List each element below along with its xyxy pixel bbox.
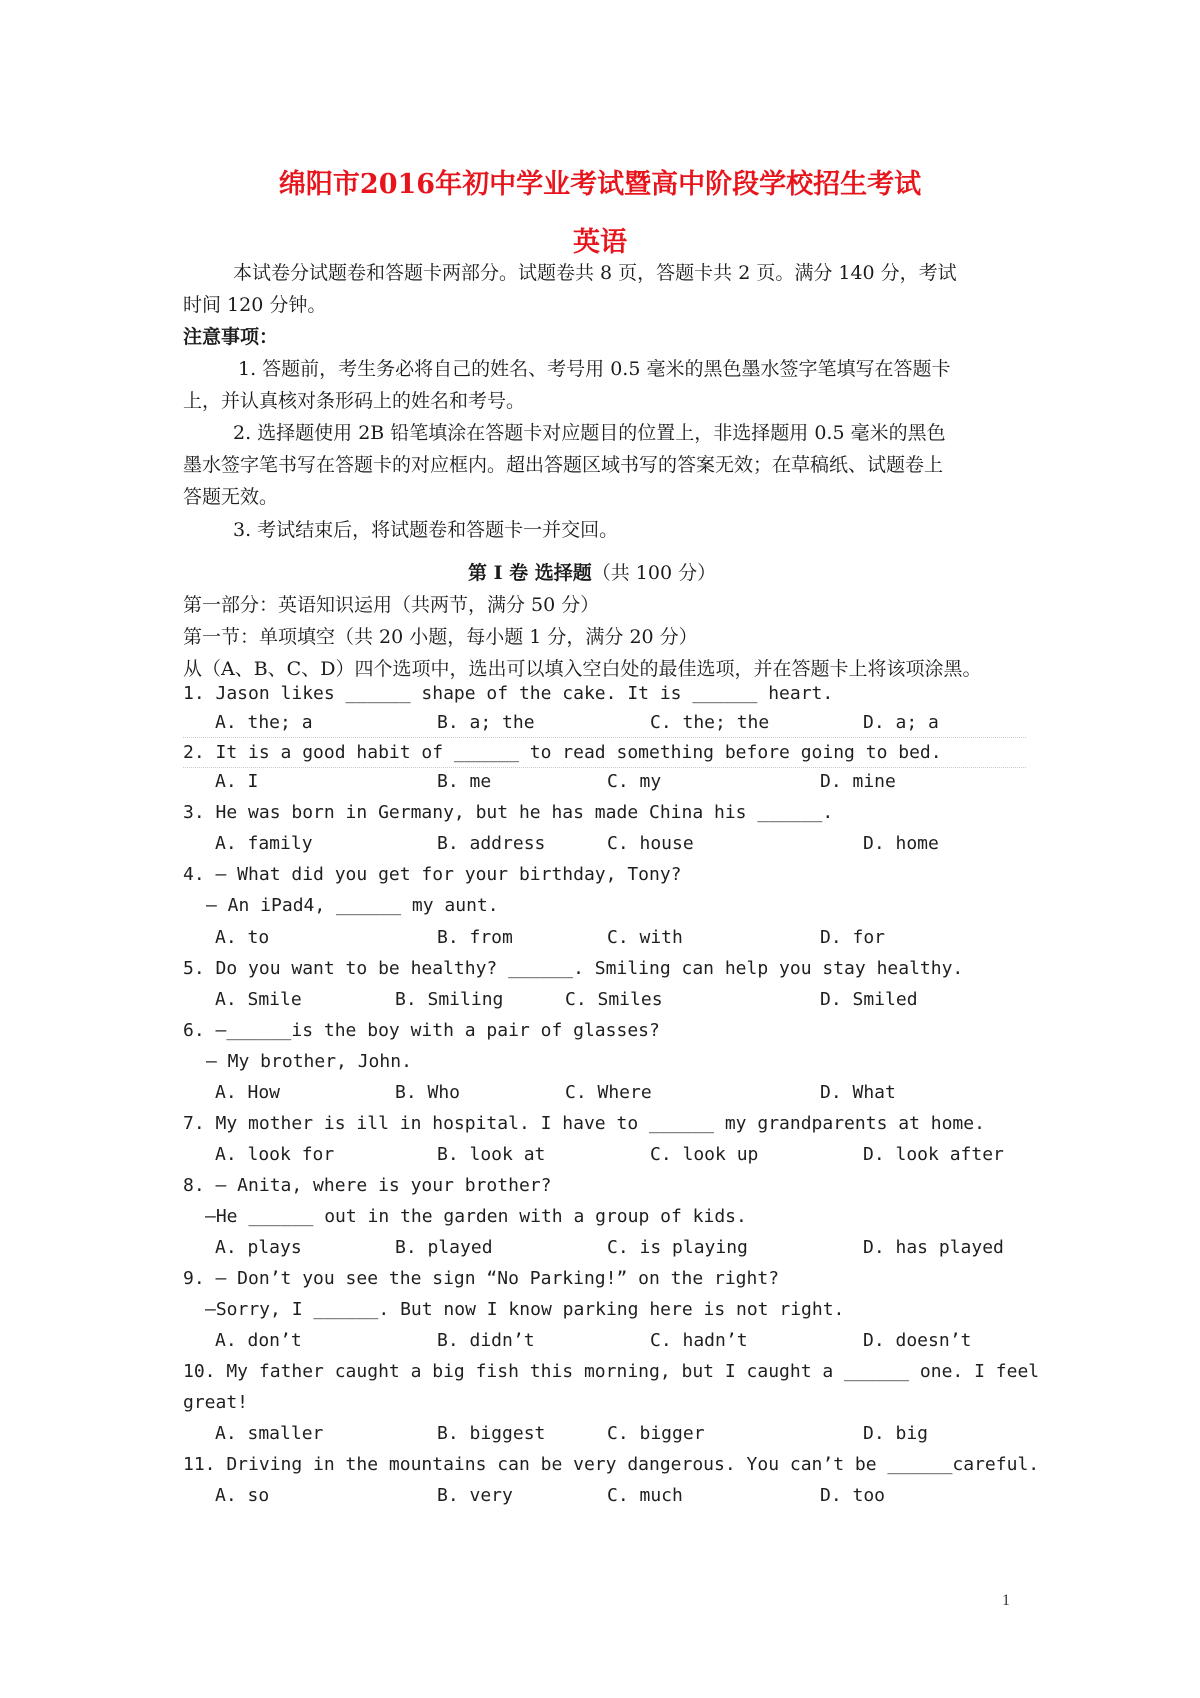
- notes-heading: 注意事项：: [183, 326, 279, 348]
- question-6-option-c: C. Where: [565, 1082, 652, 1103]
- note-2-line-3: 答题无效。: [183, 486, 279, 508]
- question-11-option-d: D. too: [820, 1485, 886, 1506]
- section-1-heading: 第一节：单项填空（共 20 小题，每小题 1 分，满分 20 分）: [183, 626, 698, 648]
- question-1-option-a: A. the; a: [215, 712, 313, 733]
- question-3-option-a: A. family: [215, 833, 313, 854]
- intro-line-2: 时间 120 分钟。: [183, 294, 327, 316]
- question-7-option-a: A. look for: [215, 1144, 335, 1165]
- question-3-option-b: B. address: [437, 833, 546, 854]
- dotted-divider: [183, 737, 1026, 738]
- question-5-option-c: C. Smiles: [565, 989, 663, 1010]
- page-number: 1: [1002, 1592, 1010, 1609]
- question-1-option-b: B. a; the: [437, 712, 535, 733]
- question-4-option-b: B. from: [437, 927, 513, 948]
- volume-heading-bold: 第 I 卷 选择题: [468, 562, 592, 584]
- question-3-option-d: D. home: [863, 833, 939, 854]
- question-6-option-a: A. How: [215, 1082, 281, 1103]
- question-11-option-b: B. very: [437, 1485, 513, 1506]
- question-9-option-c: C. hadn’t: [650, 1330, 748, 1351]
- question-2-stem: 2. It is a good habit of ______ to read something before going to bed.: [183, 742, 942, 763]
- question-1-option-d: D. a; a: [863, 712, 939, 733]
- note-2-line-2: 墨水签字笔书写在答题卡的对应框内。超出答题区域书写的答案无效；在草稿纸、试题卷上: [183, 454, 944, 476]
- question-4-option-c: C. with: [607, 927, 683, 948]
- question-4-stem: 4. — What did you get for your birthday, Tony?: [183, 864, 682, 885]
- question-6-reply: — My brother, John.: [206, 1051, 412, 1072]
- dotted-divider: [183, 767, 1026, 768]
- question-4-reply: — An iPad4, ______ my aunt.: [206, 895, 499, 916]
- question-5-option-b: B. Smiling: [395, 989, 504, 1010]
- volume-heading: [468, 558, 716, 585]
- question-7-stem: 7. My mother is ill in hospital. I have to ______ my grandparents at home.: [183, 1113, 985, 1134]
- question-10-stem-continued: great!: [183, 1392, 249, 1413]
- note-1-line-2: 上，并认真核对条形码上的姓名和考号。: [183, 390, 526, 412]
- question-4-option-d: D. for: [820, 927, 886, 948]
- question-9-stem: 9. — Don’t you see the sign “No Parking!” on the right?: [183, 1268, 780, 1289]
- question-10-option-b: B. biggest: [437, 1423, 546, 1444]
- question-10-stem: 10. My father caught a big fish this morning, but I caught a ______ one. I feel: [183, 1361, 1040, 1382]
- question-9-option-d: D. doesn’t: [863, 1330, 972, 1351]
- question-5-option-d: D. Smiled: [820, 989, 918, 1010]
- question-9-option-a: A. don’t: [215, 1330, 302, 1351]
- question-8-option-b: B. played: [395, 1237, 493, 1258]
- question-1-stem: 1. Jason likes ______ shape of the cake. It is ______ heart.: [183, 683, 834, 704]
- note-1-line-1: 1. 答题前，考生务必将自己的姓名、考号用 0.5 毫米的黑色墨水签字笔填写在答题卡: [238, 358, 951, 380]
- subject-title: 英语: [573, 227, 627, 258]
- question-3-option-c: C. house: [607, 833, 694, 854]
- question-4-option-a: A. to: [215, 927, 270, 948]
- part-1-heading: 第一部分：英语知识运用（共两节，满分 50 分）: [183, 594, 600, 616]
- question-6-option-b: B. Who: [395, 1082, 461, 1103]
- question-7-option-b: B. look at: [437, 1144, 546, 1165]
- question-8-stem: 8. — Anita, where is your brother?: [183, 1175, 552, 1196]
- question-2-option-b: B. me: [437, 771, 492, 792]
- question-5-stem: 5. Do you want to be healthy? ______. Smiling can help you stay healthy.: [183, 958, 964, 979]
- question-6-option-d: D. What: [820, 1082, 896, 1103]
- question-11-stem: 11. Driving in the mountains can be very dangerous. You can’t be ______careful.: [183, 1454, 1040, 1475]
- volume-heading-score: （共 100 分）: [591, 562, 717, 584]
- question-8-option-a: A. plays: [215, 1237, 302, 1258]
- question-8-option-c: C. is playing: [607, 1237, 748, 1258]
- question-10-option-d: D. big: [863, 1423, 929, 1444]
- question-2-option-d: D. mine: [820, 771, 896, 792]
- question-6-stem: 6. —______is the boy with a pair of glasses?: [183, 1020, 660, 1041]
- question-1-option-c: C. the; the: [650, 712, 770, 733]
- question-7-option-c: C. look up: [650, 1144, 759, 1165]
- note-3-line-1: 3. 考试结束后，将试题卷和答题卡一并交回。: [233, 519, 619, 541]
- question-9-option-b: B. didn’t: [437, 1330, 535, 1351]
- question-10-option-c: C. bigger: [607, 1423, 705, 1444]
- question-2-option-c: C. my: [607, 771, 662, 792]
- question-7-option-d: D. look after: [863, 1144, 1004, 1165]
- exam-title: 绵阳市2016年初中学业考试暨高中阶段学校招生考试: [278, 169, 922, 200]
- note-2-line-1: 2. 选择题使用 2B 铅笔填涂在答题卡对应题目的位置上，非选择题用 0.5 毫米的黑色: [233, 422, 946, 444]
- question-2-option-a: A. I: [215, 771, 259, 792]
- question-11-option-c: C. much: [607, 1485, 683, 1506]
- question-8-reply: —He ______ out in the garden with a group of kids.: [205, 1206, 747, 1227]
- section-1-instruction: 从（A、B、C、D）四个选项中，选出可以填入空白处的最佳选项，并在答题卡上将该项涂黑。: [183, 658, 982, 680]
- question-5-option-a: A. Smile: [215, 989, 302, 1010]
- question-8-option-d: D. has played: [863, 1237, 1004, 1258]
- question-9-reply: —Sorry, I ______. But now I know parking here is not right.: [205, 1299, 845, 1320]
- question-10-option-a: A. smaller: [215, 1423, 324, 1444]
- question-3-stem: 3. He was born in Germany, but he has made China his ______.: [183, 802, 834, 823]
- question-11-option-a: A. so: [215, 1485, 270, 1506]
- intro-line-1: 本试卷分试题卷和答题卡两部分。试题卷共 8 页，答题卡共 2 页。满分 140 分，考试: [233, 262, 957, 284]
